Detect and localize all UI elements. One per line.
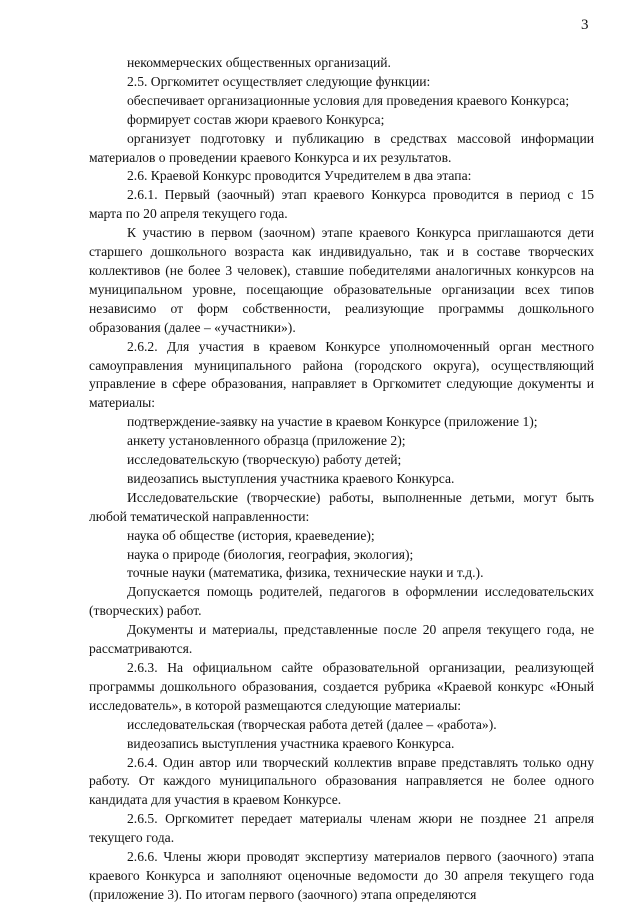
paragraph: Допускается помощь родителей, педагогов в оформлении исследовательских (творческих) работ. xyxy=(89,584,594,619)
paragraph: организует подготовку и публикацию в средствах массовой информации материалов о проведении краевого Конкурса и их результатов. xyxy=(89,130,594,165)
paragraph: исследовательскую (творческую) работу детей; xyxy=(127,452,402,468)
paragraph: некоммерческих общественных организаций. xyxy=(127,55,391,70)
paragraph: 2.6.5. Оргкомитет передает материалы членам жюри не позднее 21 апреля текущего года. xyxy=(89,811,594,846)
paragraph: К участию в первом (заочном) этапе краевого Конкурса приглашаются дети старшего дошкольного возраста как индивидуально, так и в составе творческих коллективов (не более 3 человек), ставшие победителями аналогичных конкурсов на муниципальном уровне, посещающие образовательные организации всех типов независимо от форм собственности, реализующие программы дошкольного образования (далее – «участники»). xyxy=(89,225,594,335)
paragraph: формирует состав жюри краевого Конкурса; xyxy=(127,111,385,127)
page-number: 3 xyxy=(581,17,589,33)
paragraph: 2.6. Краевой Конкурс проводится Учредителем в два этапа: xyxy=(127,168,472,184)
paragraph: обеспечивает организационные условия для проведения краевого Конкурса; xyxy=(127,92,570,108)
paragraph: 2.6.3. На официальном сайте образовательной организации, реализующей программы дошкольного образования, создается рубрика «Краевой конкурс «Юный исследователь», в которой размещаются следующие материалы: xyxy=(89,660,594,713)
paragraph: точные науки (математика, физика, технические науки и т.д.). xyxy=(127,565,484,581)
paragraph: наука об обществе (история, краеведение); xyxy=(127,527,375,543)
paragraph: 2.5. Оргкомитет осуществляет следующие функции: xyxy=(127,73,431,89)
paragraph: наука о природе (биология, география, экология); xyxy=(127,546,414,562)
paragraph: 2.6.1. Первый (заочный) этап краевого Конкурса проводится в период с 15 марта по 20 апреля текущего года. xyxy=(89,187,594,222)
paragraph: 2.6.6. Члены жюри проводят экспертизу материалов первого (заочного) этапа краевого Конкурса и заполняют оценочные ведомости до 30 апреля текущего года (приложение 3). По итогам первого (заочного) этапа определяются xyxy=(89,849,594,902)
paragraph: Исследовательские (творческие) работы, выполненные детьми, могут быть любой тематической направленности: xyxy=(89,489,594,524)
paragraph: 2.6.2. Для участия в краевом Конкурсе уполномоченный орган местного самоуправления муниципального района (городского округа), осуществляющий управление в сфере образования, направляет в Оргкомитет следующие документы и материалы: xyxy=(89,338,594,411)
paragraph: Документы и материалы, представленные после 20 апреля текущего года, не рассматриваются. xyxy=(89,622,594,657)
paragraph: исследовательская (творческая работа детей (далее – «работа»). xyxy=(127,716,497,732)
paragraph: видеозапись выступления участника краевого Конкурса. xyxy=(127,735,455,751)
paragraph: подтверждение-заявку на участие в краевом Конкурсе (приложение 1); xyxy=(127,414,538,430)
document-body xyxy=(89,54,594,905)
paragraph: 2.6.4. Один автор или творческий коллектив вправе представлять только одну работу. От каждого муниципального образования направляется не более одного кандидата для участия в краевом Конкурсе. xyxy=(89,754,594,808)
paragraph: видеозапись выступления участника краевого Конкурса. xyxy=(127,470,455,486)
paragraph: анкету установленного образца (приложение 2); xyxy=(127,433,406,449)
